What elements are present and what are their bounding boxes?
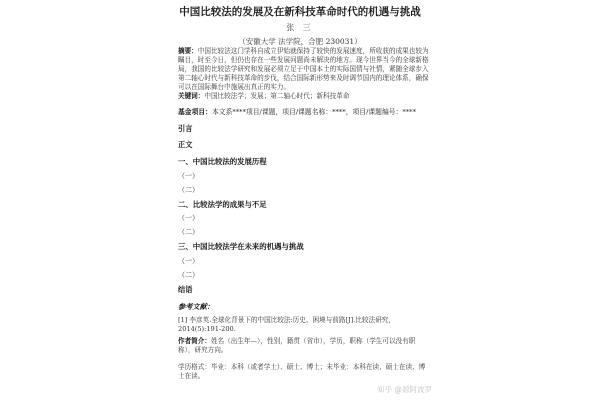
- subheading-3-2: （二）: [178, 271, 199, 279]
- subheading-1-1: （一）: [178, 172, 199, 180]
- author-intro-label: 作者简介：: [178, 337, 211, 345]
- author-intro-text: 姓名（出生年—），性别，籍贯（省市），学历，职称（学生可以没有职称），研究方向。: [178, 337, 416, 354]
- keywords-text: 中国比较法学；发展；第二轴心时代；新科技革命: [204, 92, 350, 100]
- subheading-3-1: （一）: [178, 257, 199, 265]
- subheading-2-1: （一）: [178, 214, 199, 222]
- reference-1: [1] 李彦英.全球化背景下的中国比较法:历史、困境与前路[J].比较法研究，2014(5):191-200.: [178, 316, 395, 333]
- keywords-label: 关键词：: [178, 92, 205, 100]
- abstract-label: 摘要：: [178, 47, 198, 55]
- section-body: 正文: [178, 140, 193, 149]
- author-affiliation: （安徽大学 法学院，合肥 230031）: [238, 37, 362, 46]
- heading-1: 一、中国比较法的发展历程: [178, 157, 267, 166]
- fund-info: [178, 106, 416, 116]
- author-name: 张 三: [286, 23, 314, 32]
- keywords: [178, 92, 430, 101]
- paper-title: 中国比较法的发展及在新科技革命时代的机遇与挑战: [179, 6, 421, 18]
- subheading-1-2: （二）: [178, 186, 199, 194]
- watermark: 知乎 @源阿波罗: [377, 385, 432, 394]
- heading-2: 二、比较法学的成果与不足: [178, 200, 267, 209]
- fund-text: 本文系****项目/课题，项目/课题名称：****，项目/课题编号：****: [211, 108, 416, 116]
- subheading-2-2: （二）: [178, 228, 199, 236]
- abstract-text: 中国比较法这门学科自成立伊始就保持了较快的发展速度，所收获的成果也较为瞩目，时至今日，但仍也存在一些发展问题尚未解决的地方。现今世界当今的全球新格局，我国的比较法学研究和发展必须立足于中国本土的实际国情与社情，紧随全球步入第二轴心时代与新科技革命的步伐，结合国际新形势来及时调节国内的理论体系，确保可以在国际舞台中施展出真正的实力。: [178, 47, 429, 91]
- education-text: 毕业：本科（或者学士）、硕士、博士；未毕业：本科在读、硕士在读、博士在读。: [178, 363, 426, 380]
- author-intro: [178, 337, 430, 355]
- heading-3: 三、中国比较法学在未来的机遇与挑战: [178, 242, 304, 251]
- section-intro: 引言: [178, 124, 193, 133]
- section-conclusion: 结语: [178, 285, 193, 294]
- education-format: [178, 363, 430, 381]
- references-title: 参考文献：: [178, 302, 214, 311]
- abstract: [178, 47, 430, 92]
- education-label: 学历格式：: [178, 363, 211, 371]
- fund-label: 基金项目：: [178, 108, 212, 116]
